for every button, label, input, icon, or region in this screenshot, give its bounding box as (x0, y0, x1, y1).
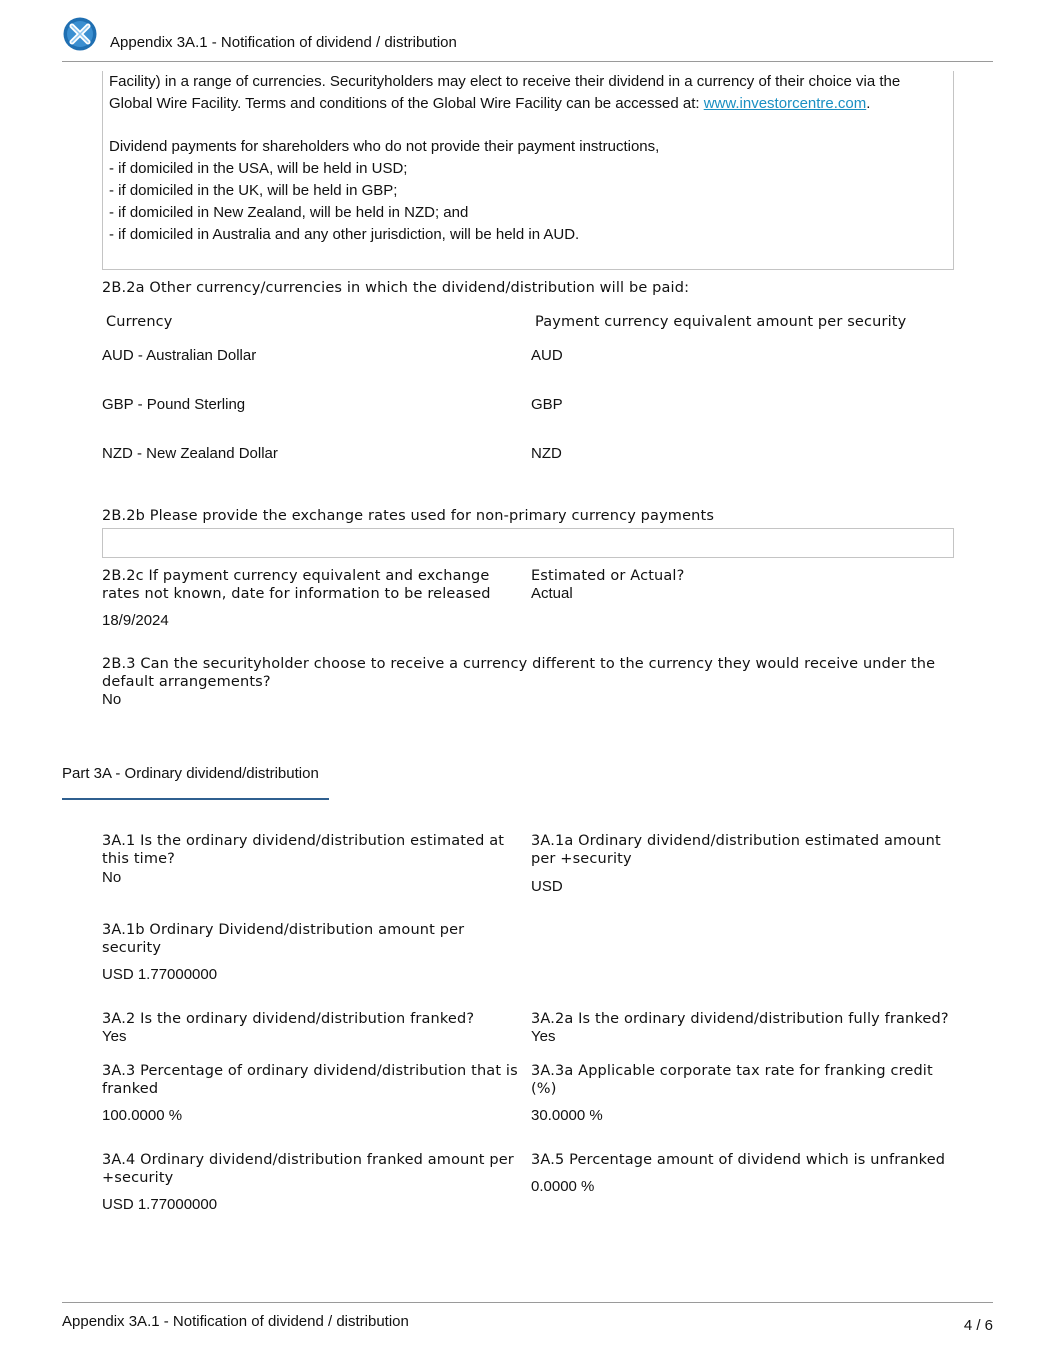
notes-line-1: Facility) in a range of currencies. Securityholders may elect to receive their dividend in a currency of their choice via the (109, 73, 901, 90)
q3A3a-label-line2: (%) (531, 1081, 557, 1097)
notes-textbox (102, 71, 954, 270)
header-divider (62, 61, 993, 62)
notes-line-7: - if domiciled in Australia and any other jurisdiction, will be held in AUD. (109, 226, 580, 243)
q2B2c-value: 18/9/2024 (102, 612, 169, 629)
q2B2c-label-line1: 2B.2c If payment currency equivalent and exchange (102, 568, 490, 584)
notes-line-5: - if domiciled in the UK, will be held in GBP; (109, 182, 398, 199)
notes-line-2-suffix: . (866, 95, 871, 112)
q3A1b-label-line1: 3A.1b Ordinary Dividend/distribution amount per (102, 922, 465, 938)
notes-line-2-text: Global Wire Facility. Terms and conditions of the Global Wire Facility can be accessed at: (109, 95, 704, 112)
amount-row-nzd: NZD (531, 445, 562, 462)
footer-title: Appendix 3A.1 - Notification of dividend / distribution (62, 1313, 409, 1330)
estimated-or-actual-value: Actual (531, 585, 573, 602)
q3A3-label-line1: 3A.3 Percentage of ordinary dividend/distribution that is (102, 1063, 518, 1079)
currency-column-header: Currency (106, 314, 173, 330)
q3A1-label-line1: 3A.1 Is the ordinary dividend/distribution estimated at (102, 833, 505, 849)
notes-line-3: Dividend payments for shareholders who do not provide their payment instructions, (109, 138, 660, 155)
q3A1a-label-line1: 3A.1a Ordinary dividend/distribution estimated amount (531, 833, 941, 849)
q3A3-value: 100.0000 % (102, 1107, 183, 1124)
q3A4-value: USD 1.77000000 (102, 1196, 218, 1213)
notes-line-4: - if domiciled in the USA, will be held in USD; (109, 160, 408, 177)
notes-line-2 (109, 93, 870, 115)
asx-logo-icon (63, 17, 97, 51)
currency-row-aud: AUD - Australian Dollar (102, 347, 257, 364)
q3A3-label-line2: franked (102, 1081, 159, 1097)
q3A1a-value: USD (531, 878, 563, 895)
q3A3a-label-line1: 3A.3a Applicable corporate tax rate for franking credit (531, 1063, 933, 1079)
q3A2a-label: 3A.2a Is the ordinary dividend/distribution fully franked? (531, 1011, 949, 1027)
q2B2c-label-line2: rates not known, date for information to be released (102, 586, 491, 602)
q3A1b-value: USD 1.77000000 (102, 966, 218, 983)
q2B3-label-line1: 2B.3 Can the securityholder choose to receive a currency different to the currency they would receive under the (102, 656, 936, 672)
currency-row-gbp: GBP - Pound Sterling (102, 396, 246, 413)
q2B2a-label: 2B.2a Other currency/currencies in which the dividend/distribution will be paid: (102, 280, 690, 296)
q3A1-value: No (102, 869, 122, 886)
q3A4-label-line1: 3A.4 Ordinary dividend/distribution franked amount per (102, 1152, 514, 1168)
currency-row-nzd: NZD - New Zealand Dollar (102, 445, 278, 462)
q3A2a-value: Yes (531, 1028, 556, 1045)
q3A2-label: 3A.2 Is the ordinary dividend/distribution franked? (102, 1011, 475, 1027)
q2B3-label-line2: default arrangements? (102, 674, 271, 690)
header-title: Appendix 3A.1 - Notification of dividend / distribution (110, 34, 457, 51)
q3A4-label-line2: +security (102, 1170, 174, 1186)
amount-row-aud: AUD (531, 347, 563, 364)
q2B3-value: No (102, 691, 122, 708)
q3A2-value: Yes (102, 1028, 127, 1045)
page-number: 4 / 6 (963, 1317, 993, 1334)
amount-column-header: Payment currency equivalent amount per security (535, 314, 907, 330)
notes-line-6: - if domiciled in New Zealand, will be held in NZD; and (109, 204, 469, 221)
amount-row-gbp: GBP (531, 396, 563, 413)
investorcentre-link[interactable]: www.investorcentre.com (703, 95, 867, 112)
q3A1-label-line2: this time? (102, 851, 176, 867)
q2B2b-label: 2B.2b Please provide the exchange rates used for non-primary currency payments (102, 508, 715, 524)
q3A1a-label-line2: per +security (531, 851, 632, 867)
estimated-or-actual-label: Estimated or Actual? (531, 568, 685, 584)
q3A5-label: 3A.5 Percentage amount of dividend which is unfranked (531, 1152, 946, 1168)
q3A5-value: 0.0000 % (531, 1178, 595, 1195)
q3A3a-value: 30.0000 % (531, 1107, 603, 1124)
exchange-rates-field (102, 528, 954, 558)
part-3a-heading: Part 3A - Ordinary dividend/distribution (62, 765, 319, 782)
q3A1b-label-line2: security (102, 940, 162, 956)
footer-divider (62, 1302, 993, 1303)
part-3a-underline (62, 798, 329, 800)
